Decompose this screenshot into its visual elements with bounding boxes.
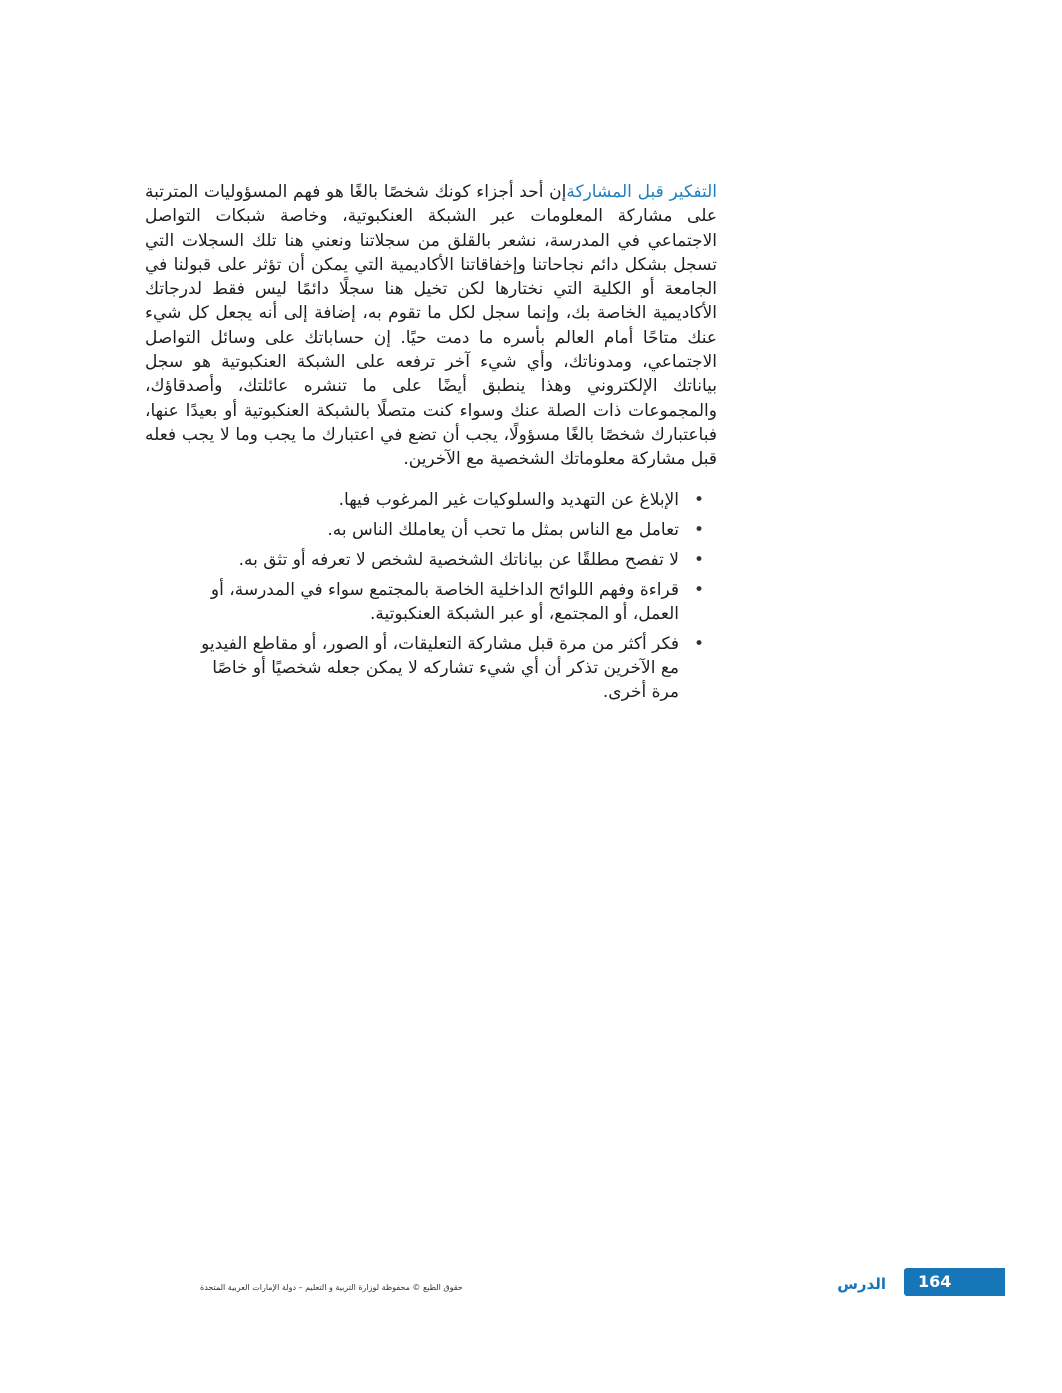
list-item-text: فكر أكثر من مرة قبل مشاركة التعليقات، أو الصور، أو مقاطع الفيديو مع الآخرين تذكر أن أي شيء تشاركه لا يمكن جعله شخصيًا أو خاصًا مرة أخرى. [201, 634, 679, 702]
bullet-icon: • [693, 550, 705, 570]
page-number: 164 [918, 1272, 952, 1291]
bullet-icon: • [693, 634, 705, 654]
list-item [185, 518, 705, 542]
list-item-text: لا تفصح مطلقًا عن بياناتك الشخصية لشخص لا تعرفه أو تثق به. [238, 550, 679, 570]
section-heading: التفكير قبل المشاركة [566, 182, 717, 202]
page-number-tab [904, 1268, 1005, 1296]
list-item [185, 578, 705, 626]
list-item-text: الإبلاغ عن التهديد والسلوكيات غير المرغوب فيها. [338, 490, 679, 510]
list-item [185, 548, 705, 572]
bullet-icon: • [693, 520, 705, 540]
copyright-notice: حقوق الطبع © محفوظة لوزارة التربية و التعليم – دولة الإمارات العربية المتحدة [200, 1283, 463, 1292]
bullet-icon: • [693, 580, 705, 600]
list-item [185, 488, 705, 512]
guidelines-list [185, 488, 705, 710]
paragraph-body: إن أحد أجزاء كونك شخصًا بالغًا هو فهم المسؤوليات المترتبة على مشاركة المعلومات عبر الشبكة العنكبوتية، وخاصة شبكات التواصل الاجتماعي في المدرسة، نشعر بالقلق من سجلاتنا ونعني هنا تلك السجلات التي تسجل بشكل دائم نجاحاتنا وإخفاقاتنا الأكاديمية التي يمكن أن تؤثر على قبولنا في الجامعة أو الكلية التي نختارها لكن تخيل هنا سجلًا دائمًا ليس فقط لدرجاتك الأكاديمية الخاصة بك، وإنما سجل لكل ما تقوم به، إضافة إلى أنه يجعل كل شيء عنك متاحًا أمام العالم بأسره ما دمت حيًا. إن حساباتك على وسائل التواصل الاجتماعي، ومدوناتك، وأي شيء آخر ترفعه على الشبكة العنكبوتية هو سجل بياناتك الإلكتروني وهذا ينطبق أيضًا على ما تنشره عائلتك، وأصدقاؤك، والمجموعات ذات الصلة عنك وسواء كنت متصلًا بالشبكة العنكبوتية أو بعيدًا عنها، فباعتبارك شخصًا بالغًا مسؤولًا، يجب أن تضع في اعتبارك ما يجب وما لا يجب فعله قبل مشاركة معلوماتك الشخصية مع الآخرين. [145, 182, 717, 470]
lesson-label: الدرس [837, 1275, 886, 1293]
list-item [185, 632, 705, 704]
list-item-text: تعامل مع الناس بمثل ما تحب أن يعاملك الناس به. [327, 520, 679, 540]
list-item-text: قراءة وفهم اللوائح الداخلية الخاصة بالمجتمع سواء في المدرسة، أو العمل، أو المجتمع، أو عبر الشبكة العنكبوتية. [210, 580, 679, 624]
bullet-icon: • [693, 490, 705, 510]
article-paragraph [145, 180, 717, 472]
